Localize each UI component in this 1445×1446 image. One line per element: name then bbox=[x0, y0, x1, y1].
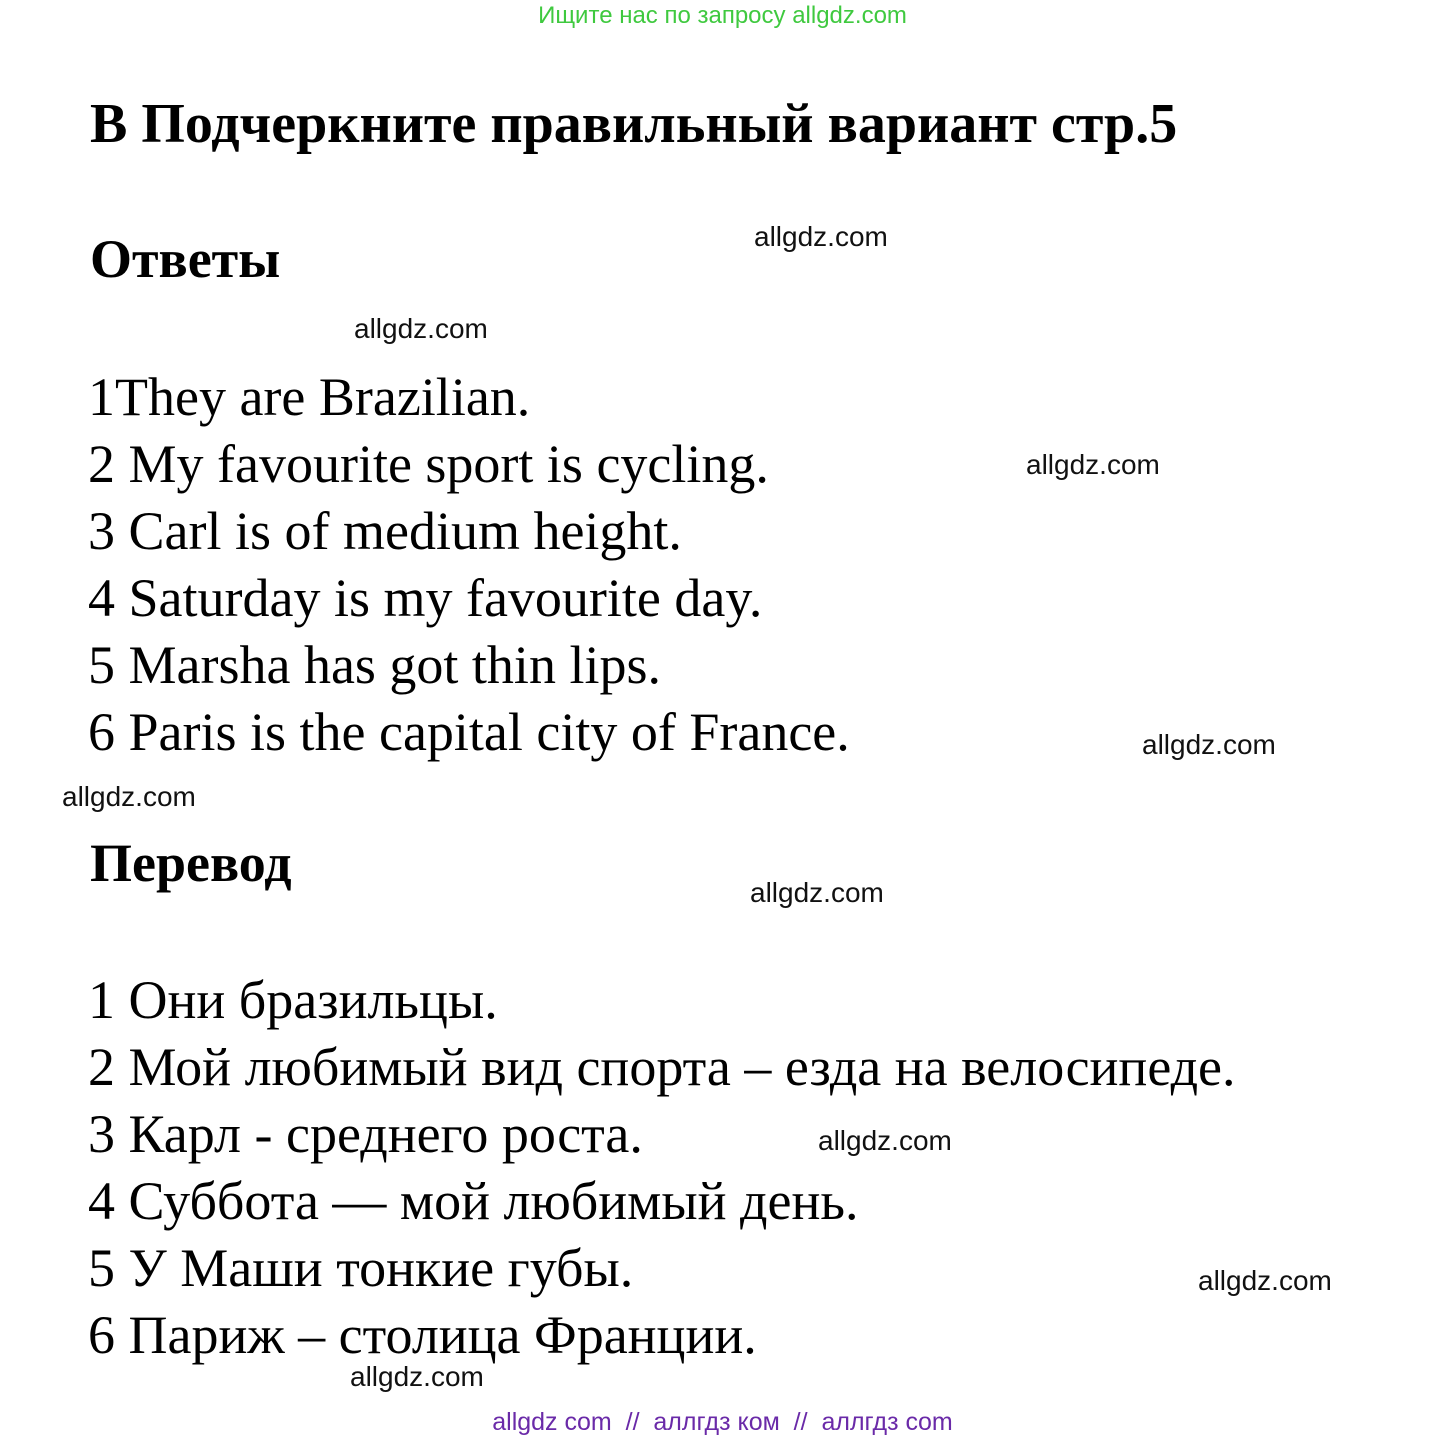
page-title: В Подчеркните правильный вариант стр.5 bbox=[90, 93, 1178, 155]
answers-heading: Ответы bbox=[90, 229, 281, 289]
watermark: allgdz.com bbox=[62, 781, 196, 812]
watermark: allgdz.com bbox=[1026, 449, 1160, 480]
watermark: allgdz.com bbox=[818, 1125, 952, 1156]
translation-line-3: 3 Карл - среднего роста. bbox=[88, 1104, 643, 1164]
translation-line-6: 6 Париж – столица Франции. bbox=[88, 1305, 757, 1365]
watermark: allgdz.com bbox=[354, 313, 488, 344]
watermark: allgdz.com bbox=[1142, 729, 1276, 760]
watermark: allgdz.com bbox=[750, 877, 884, 908]
translation-line-4: 4 Суббота — мой любимый день. bbox=[88, 1171, 859, 1231]
answer-line-4: 4 Saturday is my favourite day. bbox=[88, 568, 763, 628]
watermark: allgdz.com bbox=[350, 1361, 484, 1392]
watermark: allgdz.com bbox=[754, 221, 888, 252]
answer-line-3: 3 Carl is of medium height. bbox=[88, 501, 682, 561]
answer-line-1: 1They are Brazilian. bbox=[88, 367, 531, 427]
answer-line-5: 5 Marsha has got thin lips. bbox=[88, 635, 661, 695]
translation-heading: Перевод bbox=[90, 833, 292, 893]
top-banner: Ищите нас по запросу allgdz.com bbox=[538, 2, 907, 29]
translation-line-2: 2 Мой любимый вид спорта – езда на велосипеде. bbox=[88, 1037, 1236, 1097]
answer-line-6: 6 Paris is the capital city of France. bbox=[88, 702, 850, 762]
answer-line-2: 2 My favourite sport is cycling. bbox=[88, 434, 769, 494]
watermark: allgdz.com bbox=[1198, 1265, 1332, 1296]
translation-line-5: 5 У Маши тонкие губы. bbox=[88, 1238, 634, 1298]
footer-links: allgdz com // аллгдз ком // аллгдз com bbox=[492, 1408, 953, 1436]
translation-line-1: 1 Они бразильцы. bbox=[88, 970, 498, 1030]
